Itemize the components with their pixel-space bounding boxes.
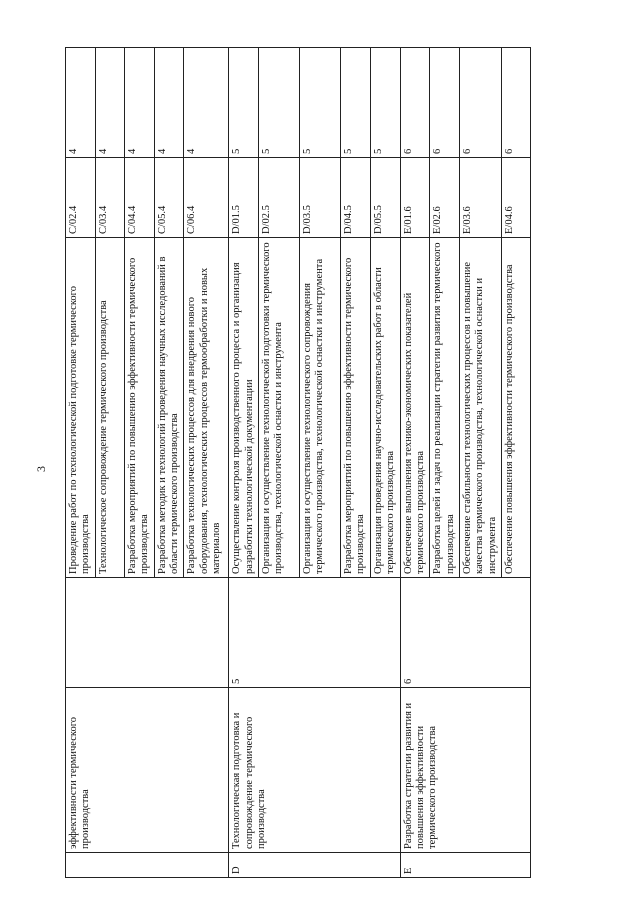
function-name: Разработка мероприятий по повышению эффективности термического производства [341,238,371,578]
qualification-level: 5 [229,48,259,158]
qualification-level: 5 [341,48,371,158]
group-c-name: эффективности термического производства [68,717,92,849]
qualification-level: 6 [502,48,531,158]
function-name: Разработка мероприятий по повышению эффективности термического производства [124,238,154,578]
function-code: C/05.4 [154,158,184,238]
qualification-level: 6 [400,48,430,158]
qualification-level: 5 [300,48,341,158]
function-code: E/04.6 [502,158,531,238]
table-row [400,48,430,878]
function-code: D/05.5 [370,158,400,238]
qualification-level: 4 [154,48,184,158]
function-name: Разработка технологических процессов для внедрения нового оборудования, технологических процессов термообработки и новых материалов [184,238,229,578]
function-name: Разработка целей и задач по реализации стратегии развития термического производства [430,238,460,578]
function-code: E/03.6 [460,158,502,238]
qualification-level: 6 [430,48,460,158]
function-code: D/03.5 [300,158,341,238]
group-c-level-cell [66,578,229,688]
function-name: Организация и осуществление технологического сопровождения термического производства, технологической оснастки и инструмента [300,238,341,578]
qualification-level: 4 [184,48,229,158]
function-code: C/03.4 [95,158,124,238]
table-row [229,48,259,878]
function-name: Проведение работ по технологической подготовке термического производства [66,238,96,578]
page-number: 3 [34,466,48,472]
group-d-name: Технологическая подготовка и сопровождение термического производства [229,688,400,853]
qualification-level: 5 [259,48,300,158]
group-d-code: D [229,853,400,878]
qualification-level: 4 [95,48,124,158]
function-name: Обеспечение повышения эффективности термического производства [502,238,531,578]
qualification-level: 5 [370,48,400,158]
qualification-level: 4 [124,48,154,158]
rotated-table-container [65,48,585,878]
qualification-level: 6 [460,48,502,158]
group-e-name: Разработка стратегии развития и повышения эффективности термического производства [400,688,531,853]
group-c-code-cell [66,853,229,878]
function-code: C/02.4 [66,158,96,238]
function-name: Обеспечение выполнения технико-экономических показателей термического производства [400,238,430,578]
group-d-level: 5 [229,578,400,688]
function-name: Разработка методик и технологий проведения научных исследований в области термического производства [154,238,184,578]
function-code: C/06.4 [184,158,229,238]
function-code: E/02.6 [430,158,460,238]
function-name: Осуществление контроля производственного процесса и организация разработки технологической документации [229,238,259,578]
function-code: D/01.5 [229,158,259,238]
table-row [66,48,96,878]
function-code: D/04.5 [341,158,371,238]
function-name: Обеспечение стабильности технологических процессов и повышение качества термического производства, технологической оснастки и инструмента [460,238,502,578]
function-name: Технологическое сопровождение термического производства [95,238,124,578]
functions-table [65,47,531,878]
group-e-code: E [400,853,531,878]
group-c-name-cell [66,688,229,853]
function-code: C/04.4 [124,158,154,238]
group-e-level: 6 [400,578,531,688]
function-name: Организация проведения научно-исследовательских работ в области термического производства [370,238,400,578]
function-code: D/02.5 [259,158,300,238]
qualification-level: 4 [66,48,96,158]
function-name: Организация и осуществление технологической подготовки термического производства, технологической оснастки и инструмента [259,238,300,578]
function-code: E/01.6 [400,158,430,238]
